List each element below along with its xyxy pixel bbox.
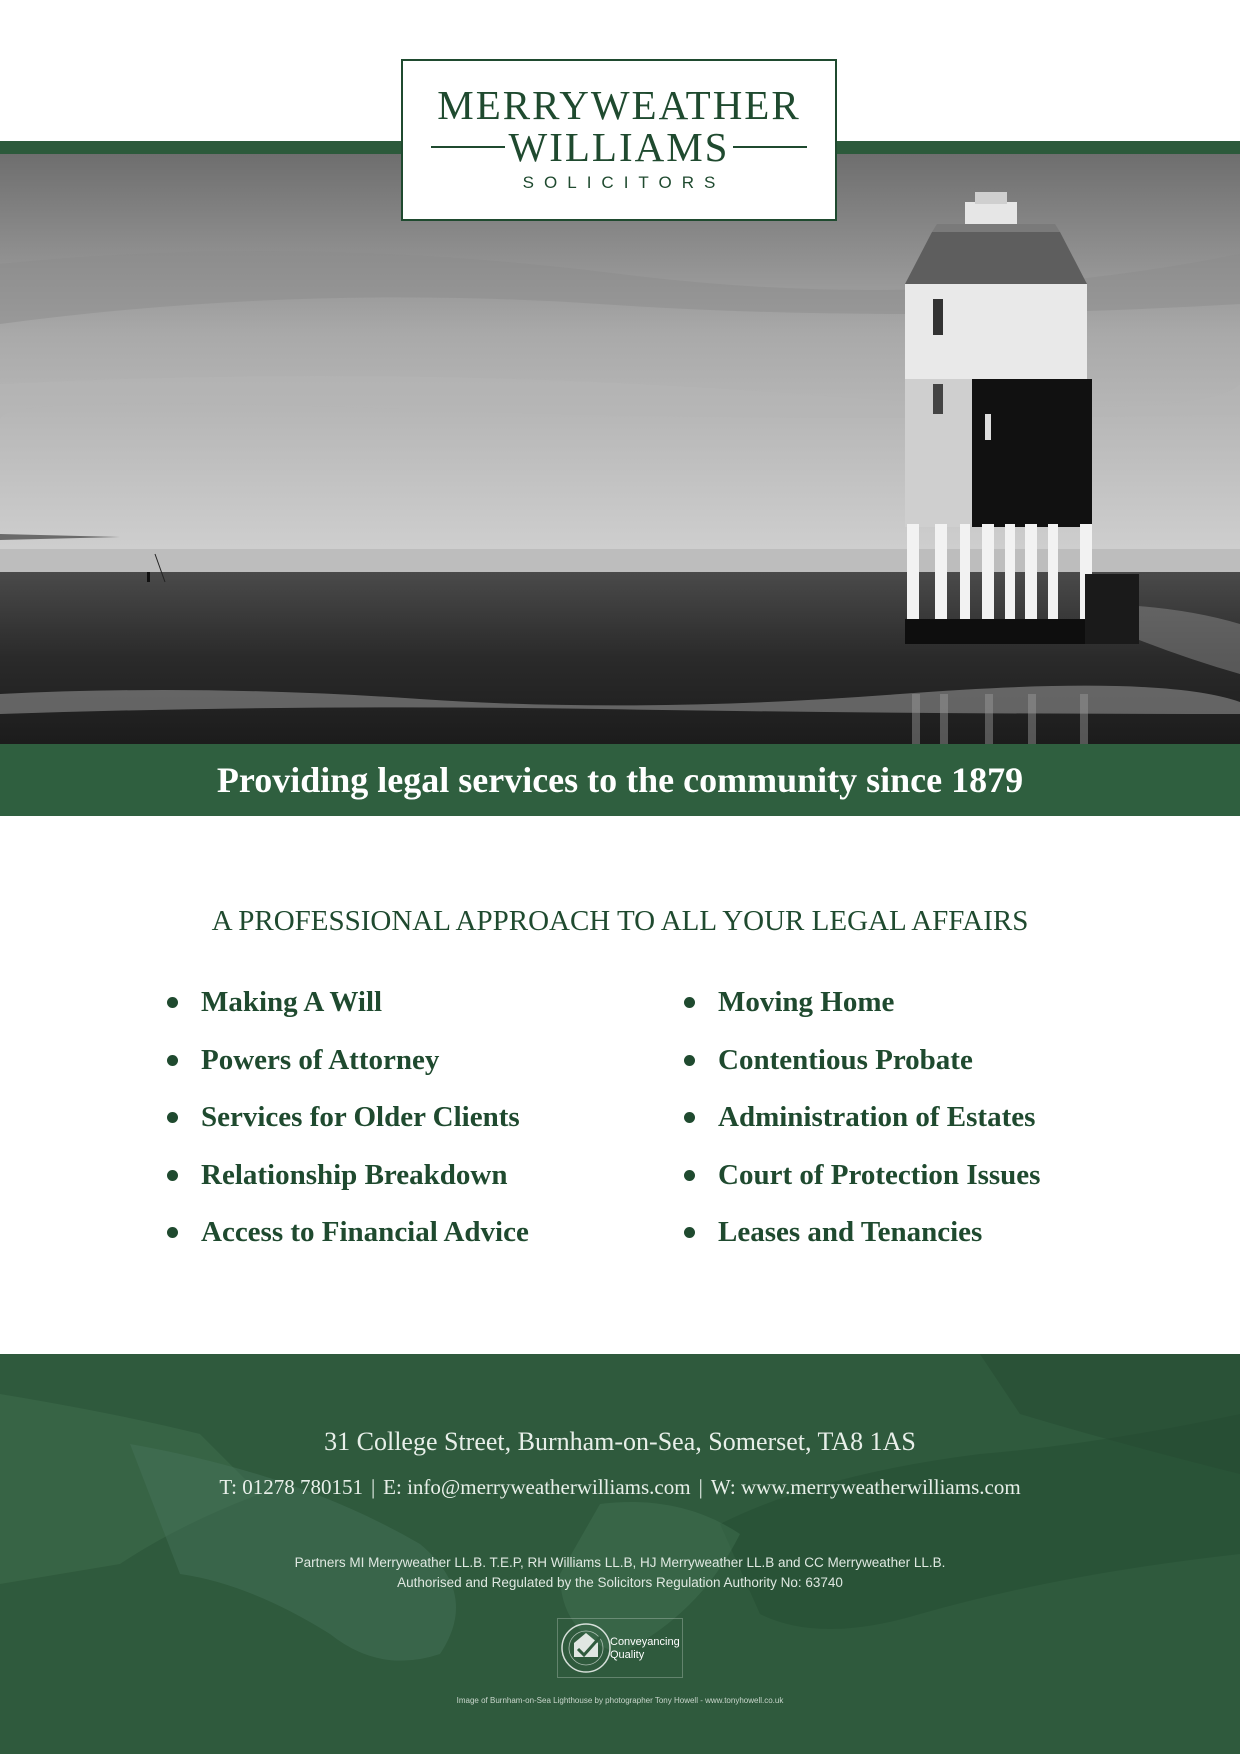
- company-logo: [401, 59, 837, 221]
- bullet-icon: [167, 1112, 178, 1123]
- logo-subtitle: SOLICITORS: [522, 173, 726, 192]
- separator: |: [370, 1475, 376, 1499]
- logo-name-line2: WILLIAMS: [508, 124, 730, 170]
- service-item: [165, 982, 665, 1040]
- footer-address: 31 College Street, Burnham-on-Sea, Somerset, TA8 1AS: [324, 1427, 916, 1456]
- service-label: Court of Protection Issues: [718, 1158, 1041, 1191]
- service-item: [165, 1155, 665, 1213]
- bullet-icon: [684, 1055, 695, 1066]
- footer-contact: [0, 1475, 1240, 1500]
- logo-name-line1: MERRYWEATHER: [437, 82, 801, 128]
- service-item: [682, 1212, 1182, 1270]
- bullet-icon: [167, 1227, 178, 1238]
- logo-rule-right: [733, 146, 807, 148]
- service-label: Leases and Tenancies: [718, 1216, 983, 1248]
- service-item: [165, 1097, 665, 1155]
- service-label: Services for Older Clients: [201, 1101, 520, 1133]
- badge-label: [610, 1636, 680, 1662]
- service-label: Access to Financial Advice: [201, 1216, 529, 1248]
- service-item: [682, 1155, 1182, 1213]
- partners-text: Partners MI Merryweather LL.B. T.E.P, RH Williams LL.B, HJ Merryweather LL.B and CC Merryweather LL.B.: [294, 1555, 946, 1570]
- service-label: Making A Will: [201, 986, 383, 1018]
- tagline-band: [0, 744, 1240, 816]
- logo-name-line2-row: [403, 125, 835, 169]
- service-item: [682, 982, 1182, 1040]
- service-label: Administration of Estates: [718, 1101, 1036, 1133]
- footer-partners: [0, 1553, 1240, 1593]
- conveyancing-quality-badge: [557, 1618, 683, 1678]
- service-item: [165, 1212, 665, 1270]
- bullet-icon: [684, 997, 695, 1008]
- footer-phone: T: 01278 780151: [219, 1475, 363, 1499]
- photo-credit: Image of Burnham-on-Sea Lighthouse by photographer Tony Howell - www.tonyhowell.co.uk: [456, 1696, 784, 1705]
- service-label: Contentious Probate: [718, 1043, 973, 1076]
- service-label: Powers of Attorney: [201, 1043, 440, 1076]
- regulation-text: Authorised and Regulated by the Solicitors Regulation Authority No: 63740: [397, 1575, 843, 1590]
- bullet-icon: [167, 997, 178, 1008]
- service-label: Moving Home: [718, 986, 895, 1018]
- services-list-right: [682, 982, 1182, 1270]
- service-item: [682, 1040, 1182, 1098]
- footer-website[interactable]: W: www.merryweatherwilliams.com: [710, 1475, 1021, 1499]
- bullet-icon: [684, 1112, 695, 1123]
- services-list-left: [165, 982, 665, 1270]
- bullet-icon: [684, 1170, 695, 1181]
- services-headline: A PROFESSIONAL APPROACH TO ALL YOUR LEGAL AFFAIRS: [211, 905, 1029, 937]
- footer-email[interactable]: E: info@merryweatherwilliams.com: [383, 1475, 691, 1499]
- service-label: Relationship Breakdown: [201, 1158, 508, 1191]
- separator: |: [698, 1475, 703, 1499]
- badge-line2: Quality: [610, 1649, 645, 1661]
- logo-rule-left: [431, 146, 505, 148]
- bullet-icon: [167, 1055, 178, 1066]
- lighthouse-photo: [0, 154, 1240, 744]
- bullet-icon: [167, 1170, 178, 1181]
- law-society-seal-icon: [558, 1617, 614, 1679]
- tagline: Providing legal services to the community since 1879: [216, 760, 1024, 800]
- hero-photo: [0, 154, 1240, 744]
- badge-line1: Conveyancing: [610, 1636, 680, 1648]
- bullet-icon: [684, 1227, 695, 1238]
- service-item: [682, 1097, 1182, 1155]
- service-item: [165, 1040, 665, 1098]
